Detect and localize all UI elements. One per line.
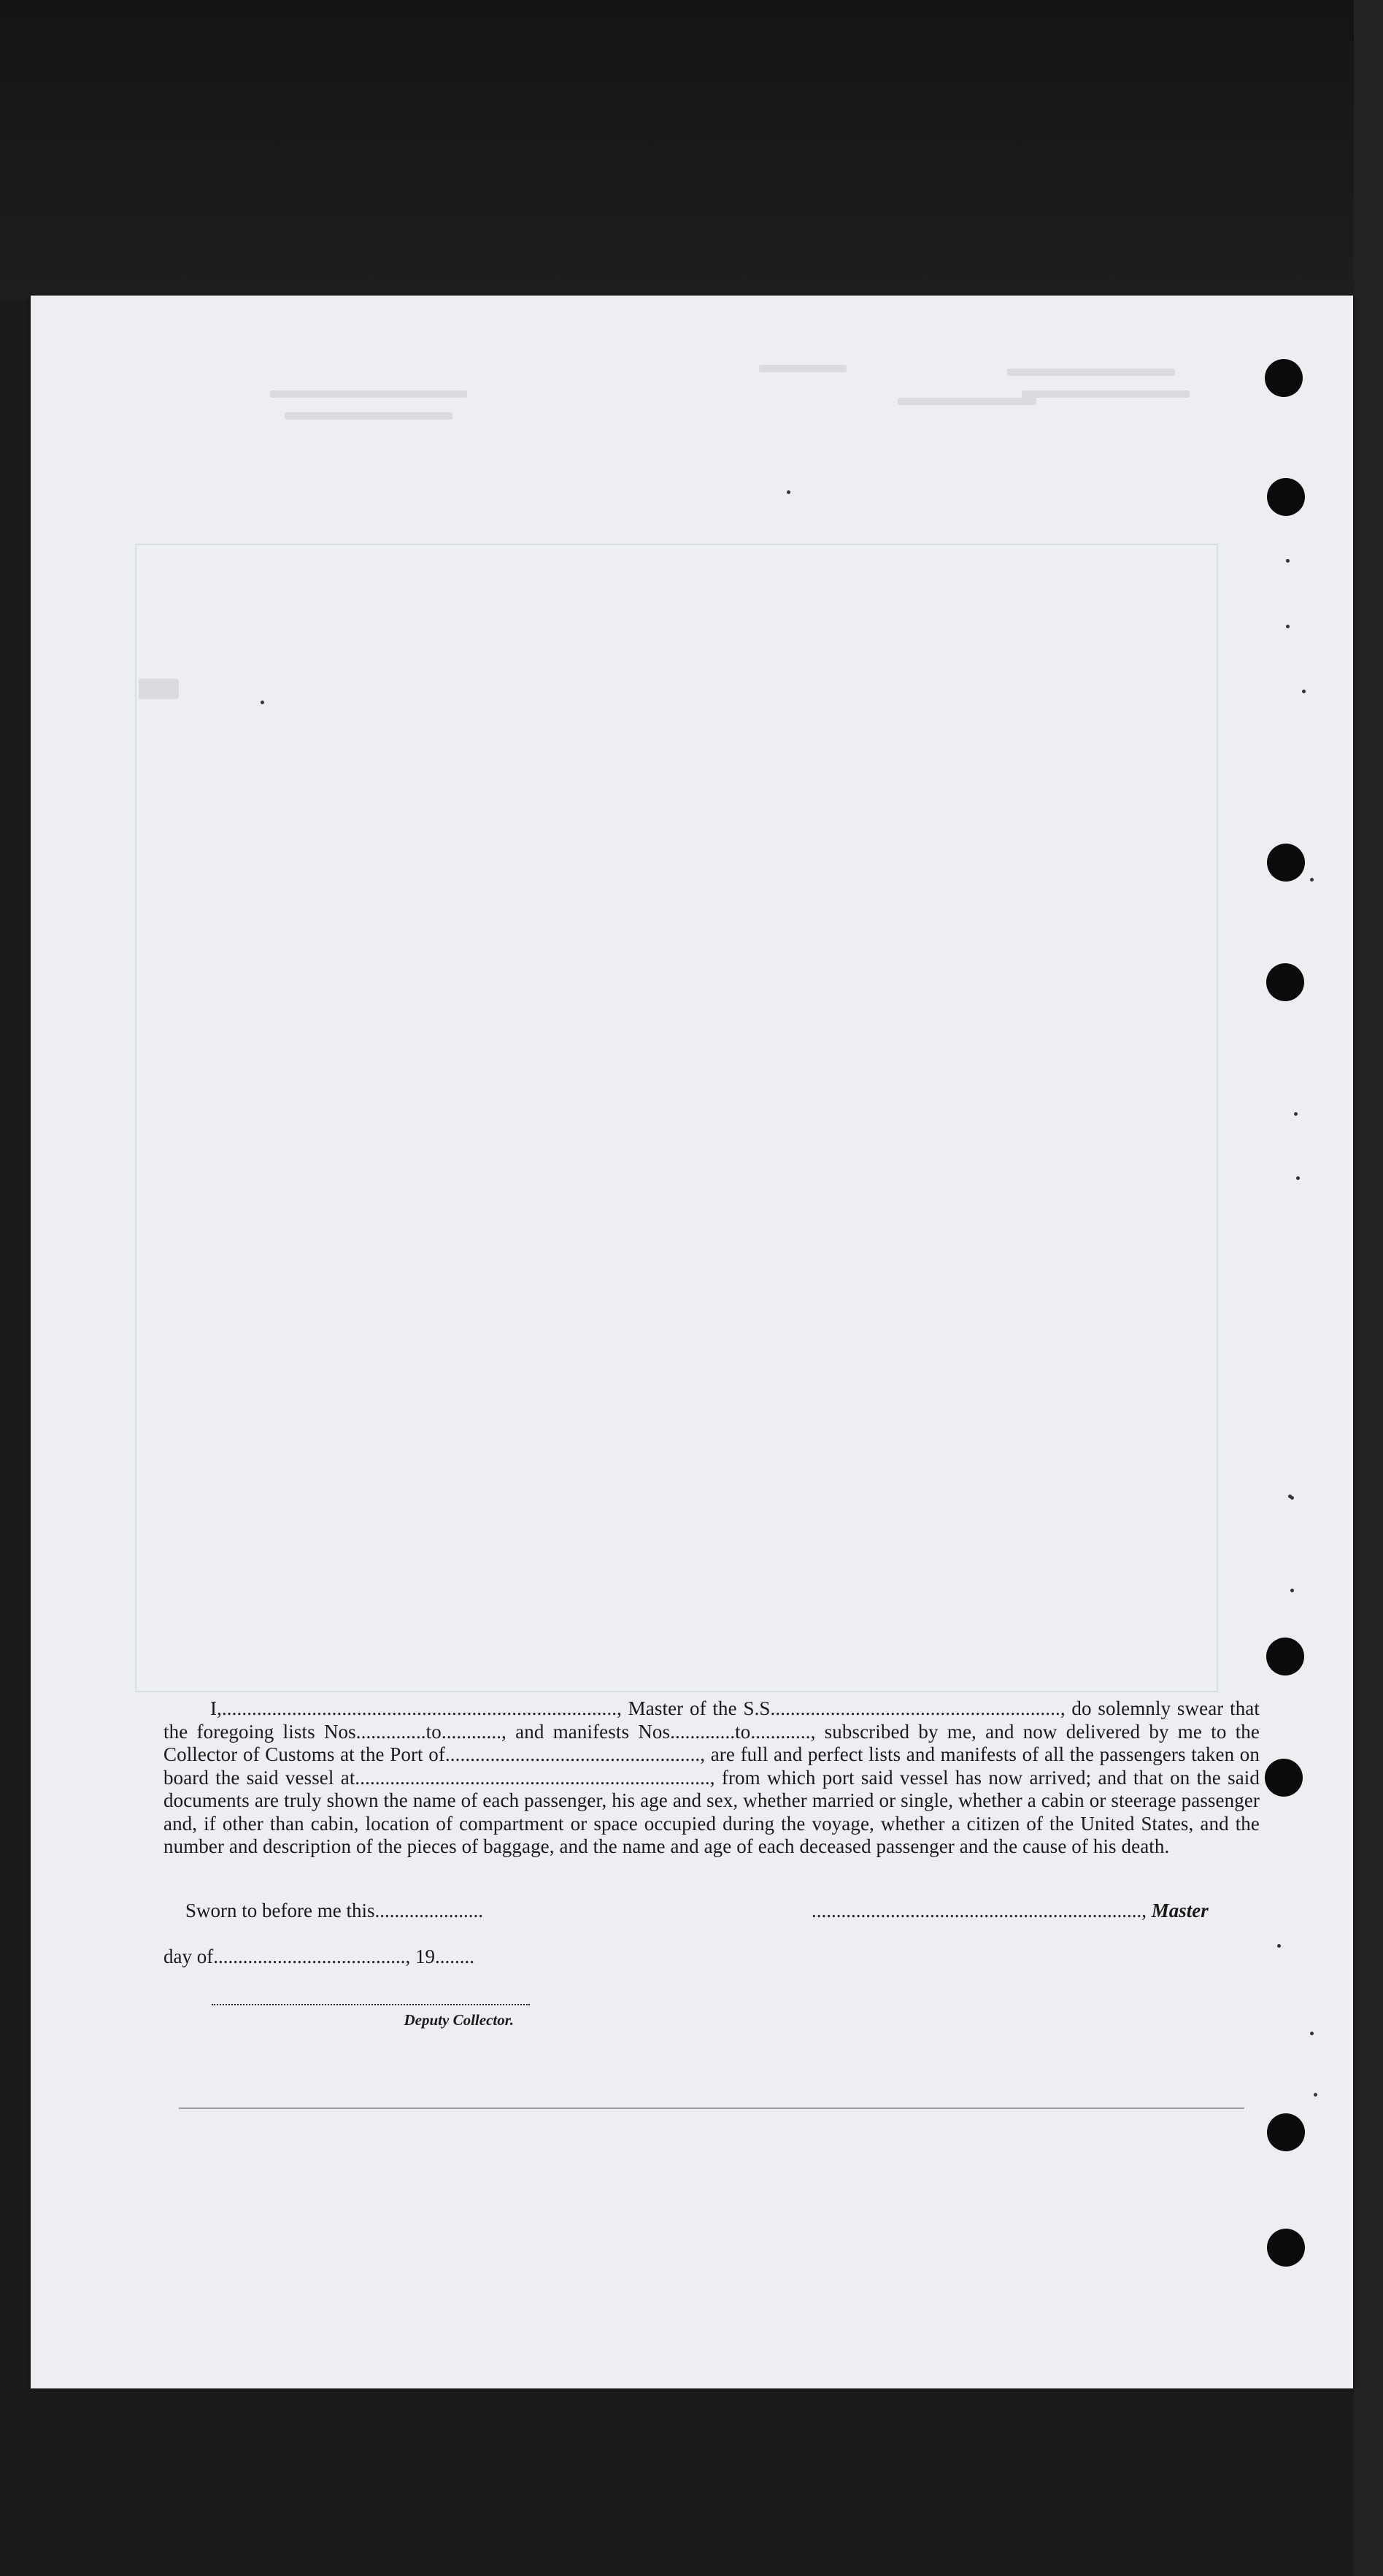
deputy-collector-label: Deputy Collector.	[404, 2011, 514, 2029]
punch-hole	[1265, 359, 1303, 397]
bleed-through-mark	[285, 412, 452, 420]
dust-speck	[261, 701, 264, 704]
punch-hole	[1266, 1638, 1304, 1675]
dust-speck	[1314, 2093, 1317, 2097]
dust-speck	[1294, 1112, 1298, 1116]
sworn-line	[185, 1900, 483, 1922]
master-oath-paragraph	[163, 1697, 1260, 1859]
bleed-through-mark	[1022, 390, 1190, 398]
bleed-through-mark	[139, 679, 179, 699]
bleed-through-mark	[759, 365, 847, 372]
dust-speck	[1286, 625, 1290, 628]
dust-speck	[1302, 690, 1306, 693]
bleed-through-mark	[1007, 369, 1175, 376]
dust-speck	[1310, 878, 1314, 882]
day-text: day of......................................., 19........	[163, 1946, 474, 1967]
scanner-background-right	[1354, 0, 1383, 2576]
deputy-signature-line	[212, 2004, 530, 2005]
dust-speck	[1290, 1589, 1294, 1592]
oath-text: I,..............................................................................., Master of the S.S.........................................................., do solemnly swear that the foregoing lists Nos..............to............, and manifests Nos.............to............, subscribed by me, and now delivered by me to the Collector of Customs at the Port of..................................................., are full and perfect lists and manifests of all the passengers taken on board the said vessel at......................................................................., from which port said vessel has now arrived; and that on the said documents are truly shown the name of each passenger, his age and sex, whether married or single, whether a cabin or steerage passenger and, if other than cabin, location of compartment or space occupied during the voyage, whether a citizen of the United States, and the number and description of the pieces of baggage, and the name and age of each deceased passenger and the cause of his death.	[163, 1697, 1260, 1857]
punch-hole	[1267, 2113, 1305, 2151]
scanner-background-top	[0, 0, 1383, 299]
dust-speck	[787, 490, 790, 494]
master-signature-line	[812, 1900, 1209, 1922]
day-line	[163, 1946, 474, 1968]
dust-speck	[1286, 559, 1290, 563]
sworn-text: Sworn to before me this......................	[185, 1900, 483, 1921]
bleed-through-frame	[135, 544, 1218, 1692]
master-label: Master	[1151, 1900, 1209, 1921]
horizontal-rule	[179, 2108, 1244, 2109]
bleed-through-mark	[898, 398, 1036, 405]
bleed-through-mark	[270, 390, 467, 398]
dust-speck	[1310, 2032, 1314, 2035]
punch-hole	[1267, 2229, 1305, 2267]
dust-speck	[1277, 1944, 1281, 1948]
dust-speck	[1296, 1176, 1300, 1180]
punch-hole	[1266, 963, 1304, 1001]
punch-hole	[1267, 844, 1305, 882]
master-signature-dots: ...................................................................,	[812, 1900, 1147, 1921]
punch-hole	[1265, 1759, 1303, 1797]
dust-speck	[1290, 1496, 1294, 1500]
punch-hole	[1267, 478, 1305, 516]
